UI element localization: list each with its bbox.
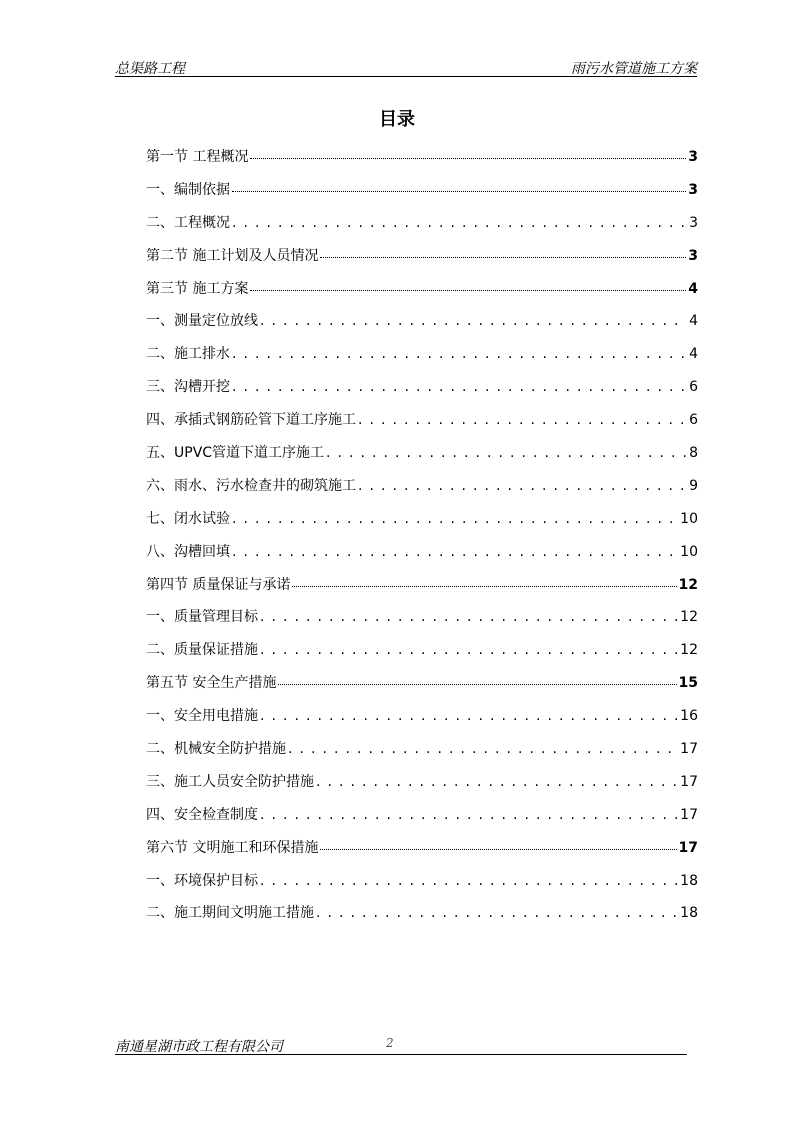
- toc-dot-leader: [260, 642, 678, 662]
- toc-dot-leader: [232, 215, 687, 235]
- toc-dot-leader: [260, 708, 678, 728]
- toc-entry-label: 第一节 工程概况: [146, 149, 249, 165]
- toc-entry[interactable]: [146, 572, 698, 605]
- toc-entry[interactable]: [146, 210, 698, 243]
- toc-entry-label: 第四节 质量保证与承诺: [146, 576, 291, 593]
- toc-entry-page: 12: [680, 642, 698, 659]
- toc-entry-page: 8: [689, 445, 698, 462]
- toc-entry-page: 12: [680, 609, 698, 626]
- toc-entry-page: 12: [678, 576, 698, 593]
- toc-entry-page: 9: [689, 477, 698, 494]
- toc-entry[interactable]: [146, 144, 698, 177]
- toc-entry-label: 七、闭水试验: [146, 510, 230, 527]
- toc-entry-label: 第三节 施工方案: [146, 280, 249, 297]
- toc-entry-page: 4: [689, 346, 698, 363]
- toc-entry-label: 二、机械安全防护措施: [146, 741, 286, 758]
- toc-entry-page: 17: [680, 773, 698, 790]
- toc-dot-leader: [288, 741, 678, 761]
- toc-dot-leader: [250, 146, 686, 159]
- toc-dot-leader: [320, 837, 676, 850]
- toc-entry-label: 第五节 安全生产措施: [146, 675, 277, 692]
- toc-entry[interactable]: [146, 637, 698, 670]
- toc-entry-page: 6: [689, 412, 698, 429]
- toc-entry-page: 4: [688, 280, 698, 297]
- toc-entry-page: 3: [688, 149, 698, 165]
- toc-entry[interactable]: [146, 802, 698, 835]
- header-project-name: 总渠路工程: [115, 61, 185, 77]
- toc-dot-leader: [260, 807, 678, 827]
- toc-dot-leader: [250, 278, 686, 291]
- toc-dot-leader: [260, 313, 687, 333]
- toc-entry-page: 6: [689, 379, 698, 396]
- footer-page-number: 2: [386, 1036, 394, 1050]
- toc-entry-label: 一、测量定位放线: [146, 313, 258, 330]
- toc-entry-label: 第二节 施工计划及人员情况: [146, 247, 319, 264]
- toc-dot-leader: [326, 445, 687, 465]
- toc-dot-leader: [316, 774, 678, 794]
- toc-dot-leader: [358, 478, 687, 498]
- toc-entry-label: 一、编制依据: [146, 181, 230, 198]
- toc-entry-page: 4: [689, 313, 698, 330]
- toc-entry-label: 三、施工人员安全防护措施: [146, 773, 314, 790]
- toc-entry[interactable]: [146, 604, 698, 637]
- toc-dot-leader: [316, 905, 678, 925]
- toc-entry-page: 10: [680, 510, 698, 527]
- toc-entry-page: 17: [678, 839, 698, 856]
- toc-entry[interactable]: [146, 243, 698, 276]
- toc-entry-page: 15: [678, 675, 698, 692]
- toc-dot-leader: [278, 672, 676, 685]
- toc-entry[interactable]: [146, 276, 698, 309]
- toc-dot-leader: [232, 346, 687, 366]
- toc-dot-leader: [358, 412, 687, 432]
- toc-entry-label: 一、环境保护目标: [146, 872, 258, 889]
- toc-entry-page: 10: [680, 543, 698, 560]
- toc-entry-label: 二、施工期间文明施工措施: [146, 905, 314, 922]
- toc-dot-leader: [320, 245, 686, 258]
- toc-dot-leader: [232, 379, 687, 399]
- toc-entry[interactable]: [146, 539, 698, 572]
- toc-dot-leader: [260, 609, 678, 629]
- toc-entry[interactable]: [146, 703, 698, 736]
- toc-entry[interactable]: [146, 407, 698, 440]
- table-of-contents: [146, 144, 698, 933]
- toc-entry[interactable]: [146, 900, 698, 933]
- toc-dot-leader: [232, 544, 678, 564]
- toc-entry-label: 一、质量管理目标: [146, 609, 258, 626]
- toc-entry-label: 三、沟槽开挖: [146, 379, 230, 396]
- toc-dot-leader: [232, 511, 678, 531]
- toc-entry-label: 一、安全用电措施: [146, 708, 258, 725]
- toc-entry-page: 3: [689, 214, 698, 231]
- toc-entry[interactable]: [146, 177, 698, 210]
- page-footer: [115, 1036, 687, 1055]
- toc-entry-label: 四、承插式钢筋砼管下道工序施工: [146, 412, 356, 429]
- footer-company-name: 南通星湖市政工程有限公司: [115, 1039, 283, 1055]
- toc-entry-label: 六、雨水、污水检查井的砌筑施工: [146, 477, 356, 494]
- toc-entry-label: 二、质量保证措施: [146, 642, 258, 659]
- toc-entry-page: 3: [688, 247, 698, 264]
- toc-entry[interactable]: [146, 308, 698, 341]
- header-document-title: 雨污水管道施工方案: [571, 61, 697, 77]
- toc-entry-label: 第六节 文明施工和环保措施: [146, 839, 319, 856]
- toc-entry-page: 17: [680, 741, 698, 758]
- toc-entry-page: 17: [680, 806, 698, 823]
- toc-entry-label: 四、安全检查制度: [146, 806, 258, 823]
- toc-entry-page: 18: [680, 905, 698, 922]
- toc-entry[interactable]: [146, 835, 698, 868]
- toc-entry-label: 八、沟槽回填: [146, 543, 230, 560]
- toc-entry-label: 二、施工排水: [146, 346, 230, 363]
- toc-dot-leader: [232, 179, 686, 192]
- toc-entry[interactable]: [146, 440, 698, 473]
- page-header: [115, 58, 697, 77]
- toc-entry[interactable]: [146, 769, 698, 802]
- toc-entry-label: 二、工程概况: [146, 214, 230, 231]
- toc-title: 目录: [379, 109, 415, 130]
- toc-entry-page: 3: [688, 181, 698, 198]
- toc-entry[interactable]: [146, 868, 698, 901]
- toc-entry-page: 18: [680, 872, 698, 889]
- toc-entry[interactable]: [146, 506, 698, 539]
- toc-entry[interactable]: [146, 670, 698, 703]
- toc-entry[interactable]: [146, 736, 698, 769]
- toc-entry[interactable]: [146, 374, 698, 407]
- toc-entry-label: 五、UPVC管道下道工序施工: [146, 445, 325, 462]
- toc-dot-leader: [260, 873, 678, 893]
- toc-dot-leader: [292, 574, 676, 587]
- toc-entry[interactable]: [146, 473, 698, 506]
- toc-entry[interactable]: [146, 341, 698, 374]
- toc-entry-page: 16: [680, 708, 698, 725]
